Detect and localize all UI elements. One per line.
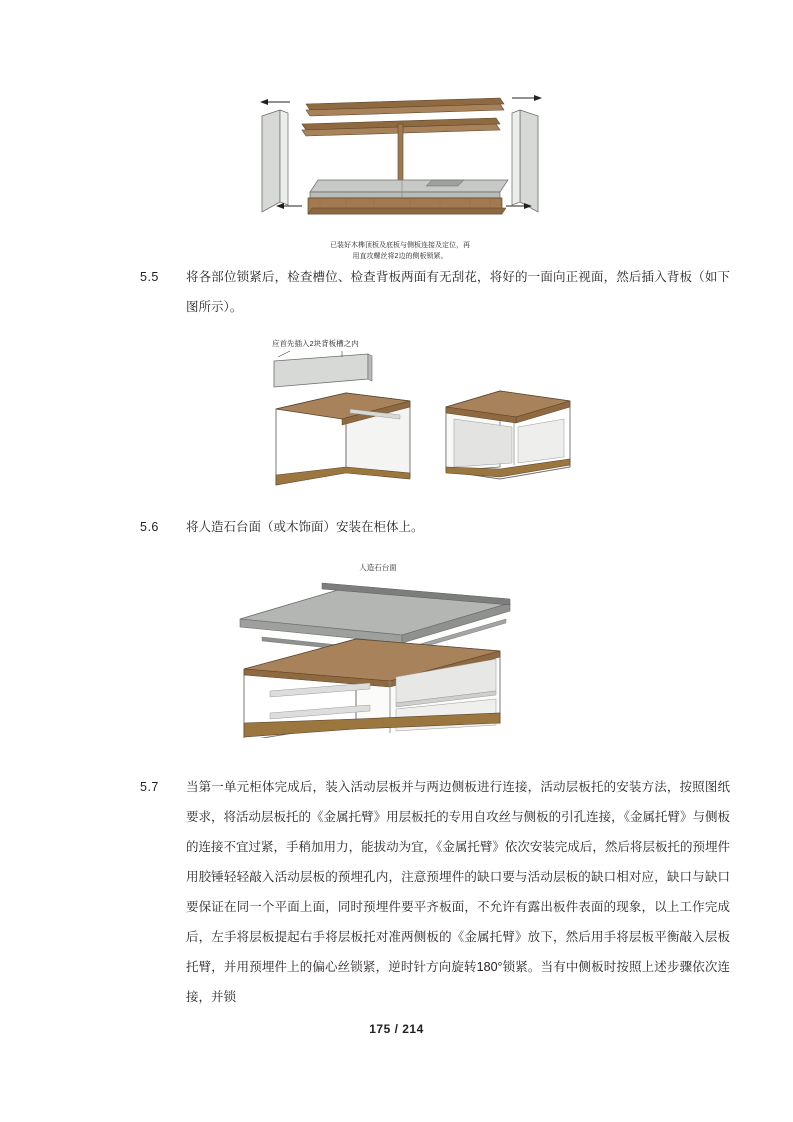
figure-countertop: [210, 562, 540, 742]
page-number-footer: 175 / 214: [369, 1022, 424, 1036]
figure-1-illustration: [250, 80, 550, 240]
figure-1-caption: 已装好木榫顶板及底板与侧板连接及定位，再 用直攻螺丝将2边的侧板锁紧。: [330, 242, 470, 260]
section-5-5-number: 5.5: [140, 270, 159, 284]
section-5-6-text: 将人造石台面（或木饰面）安装在柜体上。: [186, 520, 424, 534]
figure-back-panel: [250, 338, 570, 488]
figure-2-illustration: [250, 349, 580, 489]
section-5-7-number: 5.7: [140, 780, 159, 794]
section-5-5: [140, 262, 730, 322]
section-5-7: [140, 772, 730, 1012]
figure-panel-assembly: [250, 80, 550, 260]
figure-2-label: 应首先插入2块背板槽之内: [272, 339, 359, 348]
section-5-6-number: 5.6: [140, 520, 159, 534]
figure-3-illustration: [210, 573, 540, 738]
section-5-5-text: 将各部位锁紧后，检查槽位、检查背板两面有无刮花，将好的一面向正视面，然后插入背板（如下图所示）。: [186, 270, 730, 314]
figure-3-label: 人造石台面: [359, 563, 397, 572]
section-5-7-text: 当第一单元柜体完成后，装入活动层板并与两边侧板进行连接，活动层板托的安装方法，按照图纸要求，将活动层板托的《金属托臂》用层板托的专用自攻丝与侧板的引孔连接，《金属托臂》与侧板的连接不宜过紧，手稍加用力，能拔动为宜，《金属托臂》依次安装完成后，然后将层板托的预埋件用胶锤轻轻敲入活动层板的预埋孔内，注意预埋件的缺口要与活动层板的缺口相对应，缺口与缺口要保证在同一个平面上面，同时预埋件要平齐板面，不允许有露出板件表面的现象，以上工作完成后，左手将层板提起右手将层板托对准两侧板的《金属托臂》放下，然后用手将层板平衡敲入层板托臂，并用预埋件上的偏心丝锁紧，逆时针方向旋转180°锁紧。当有中侧板时按照上述步骤依次连接，并锁: [186, 780, 730, 1004]
section-5-6: [140, 512, 730, 542]
